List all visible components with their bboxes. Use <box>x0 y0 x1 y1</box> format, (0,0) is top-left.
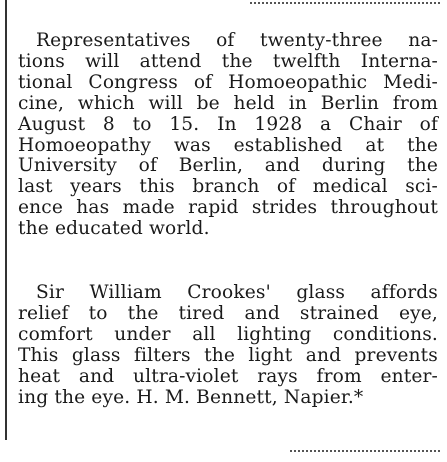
text-line: August 8 to 15. In 1928 a Chair of <box>18 113 438 135</box>
text-line: heat and ultra-violet rays from enter- <box>18 365 438 387</box>
text-line: Sir William Crookes' glass affords <box>36 282 438 303</box>
text-line: Representatives of twenty-three na- <box>36 30 438 51</box>
left-column-rule <box>5 0 7 440</box>
bottom-dotted-rule <box>290 450 440 452</box>
text-line: ing the eye. H. M. Bennett, Napier.* <box>18 386 364 408</box>
top-dotted-rule <box>250 2 440 4</box>
text-line: last years this branch of medical sci- <box>18 176 438 198</box>
text-line: tions will attend the twelfth Interna- <box>18 50 438 72</box>
text-line: Homoeopathy was established at the <box>18 134 438 156</box>
text-line: University of Berlin, and during the <box>18 155 438 177</box>
text-line: relief to the tired and strained eye, <box>18 302 438 324</box>
paragraph-crookes-glass-advertisement <box>18 283 438 408</box>
text-line: comfort under all lighting conditions. <box>18 323 438 345</box>
text-line: the educated world. <box>18 218 210 240</box>
paragraph-homoeopathy-congress <box>18 31 438 240</box>
text-line: tional Congress of Homoeopathic Medi- <box>18 71 438 93</box>
text-line: cine, which will be held in Berlin from <box>18 92 438 114</box>
text-line: ence has made rapid strides throughout <box>18 197 438 219</box>
text-line: This glass filters the light and prevents <box>18 344 438 366</box>
